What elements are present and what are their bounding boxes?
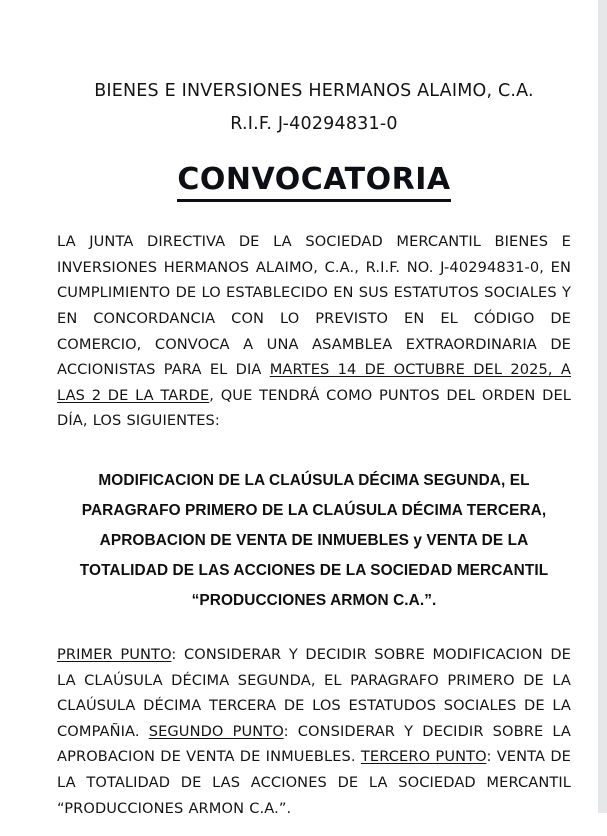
agenda-line: APROBACION DE VENTA DE INMUEBLES y VENTA DE LA [99,532,529,549]
convocation-text-part-1: LA JUNTA DIRECTIVA DE LA SOCIEDAD MERCANTIL BIENES E INVERSIONES HERMANOS ALAIMO, C.A., R.I.F. NO. J-40294831-0, EN CUMPLIMIENTO DE LO ESTABLECIDO EN SUS ESTATUTOS SOCIALES Y EN CONCORDANCIA CON LO PREVISTO EN EL CÓDIGO DE COMERCIO, CONVOCA A UNA ASAMBLEA EXTRAORDINARIA DE ACCIONISTAS PARA EL DIA [57,233,571,379]
meeting-datetime: MARTES 14 DE OCTUBRE DEL 2025, A LAS 2 DE LA TARDE [57,361,571,404]
point-1-label: PRIMER PUNTO [57,646,172,663]
agenda-line: MODIFICACION DE LA CLAÚSULA DÉCIMA SEGUNDA, EL [98,472,530,489]
agenda-heading-block [57,466,571,616]
point-3-label: TERCERO PUNTO [360,748,487,766]
convocation-text-part-2: , QUE TENDRÁ COMO PUNTOS DEL ORDEN DEL DÍA, LOS SIGUIENTES: [57,386,572,430]
point-2-text: : CONSIDERAR Y DECIDIR SOBRE LA APROBACION DE VENTA DE INMUEBLES. [57,722,572,766]
agenda-line: TOTALIDAD DE LAS ACCIONES DE LA SOCIEDAD MERCANTIL [79,562,549,579]
agenda-points-paragraph [57,642,571,821]
document-content [57,0,571,836]
page-title-text: CONVOCATORIA [177,162,450,202]
point-2-label: SEGUNDO PUNTO [148,722,284,740]
convocation-paragraph [57,229,571,434]
page-title [57,162,571,202]
point-3-text: : VENTA DE LA TOTALIDAD DE LAS ACCIONES DE LA SOCIEDAD MERCANTIL “PRODUCCIONES ARMON C.A.”. [57,748,571,817]
agenda-line: PARAGRAFO PRIMERO DE LA CLAÚSULA DÉCIMA TERCERA, [81,502,547,519]
agenda-line: “PRODUCCIONES ARMON C.A.”. [191,592,437,609]
company-name: BIENES E INVERSIONES HERMANOS ALAIMO, C.A. [94,81,534,101]
letterhead [57,80,571,136]
company-rif: R.I.F. J-40294831-0 [230,113,398,134]
scan-page-edge [598,0,607,813]
point-1-text: : CONSIDERAR Y DECIDIR SOBRE MODIFICACION DE LA CLAÚSULA DÉCIMA SEGUNDA, EL PARAGRAFO PRIMERO DE LA CLAÚSULA DÉCIMA TERCERA DE LOS ESTATUDOS SOCIALES DE LA COMPAÑIA. [57,646,572,740]
